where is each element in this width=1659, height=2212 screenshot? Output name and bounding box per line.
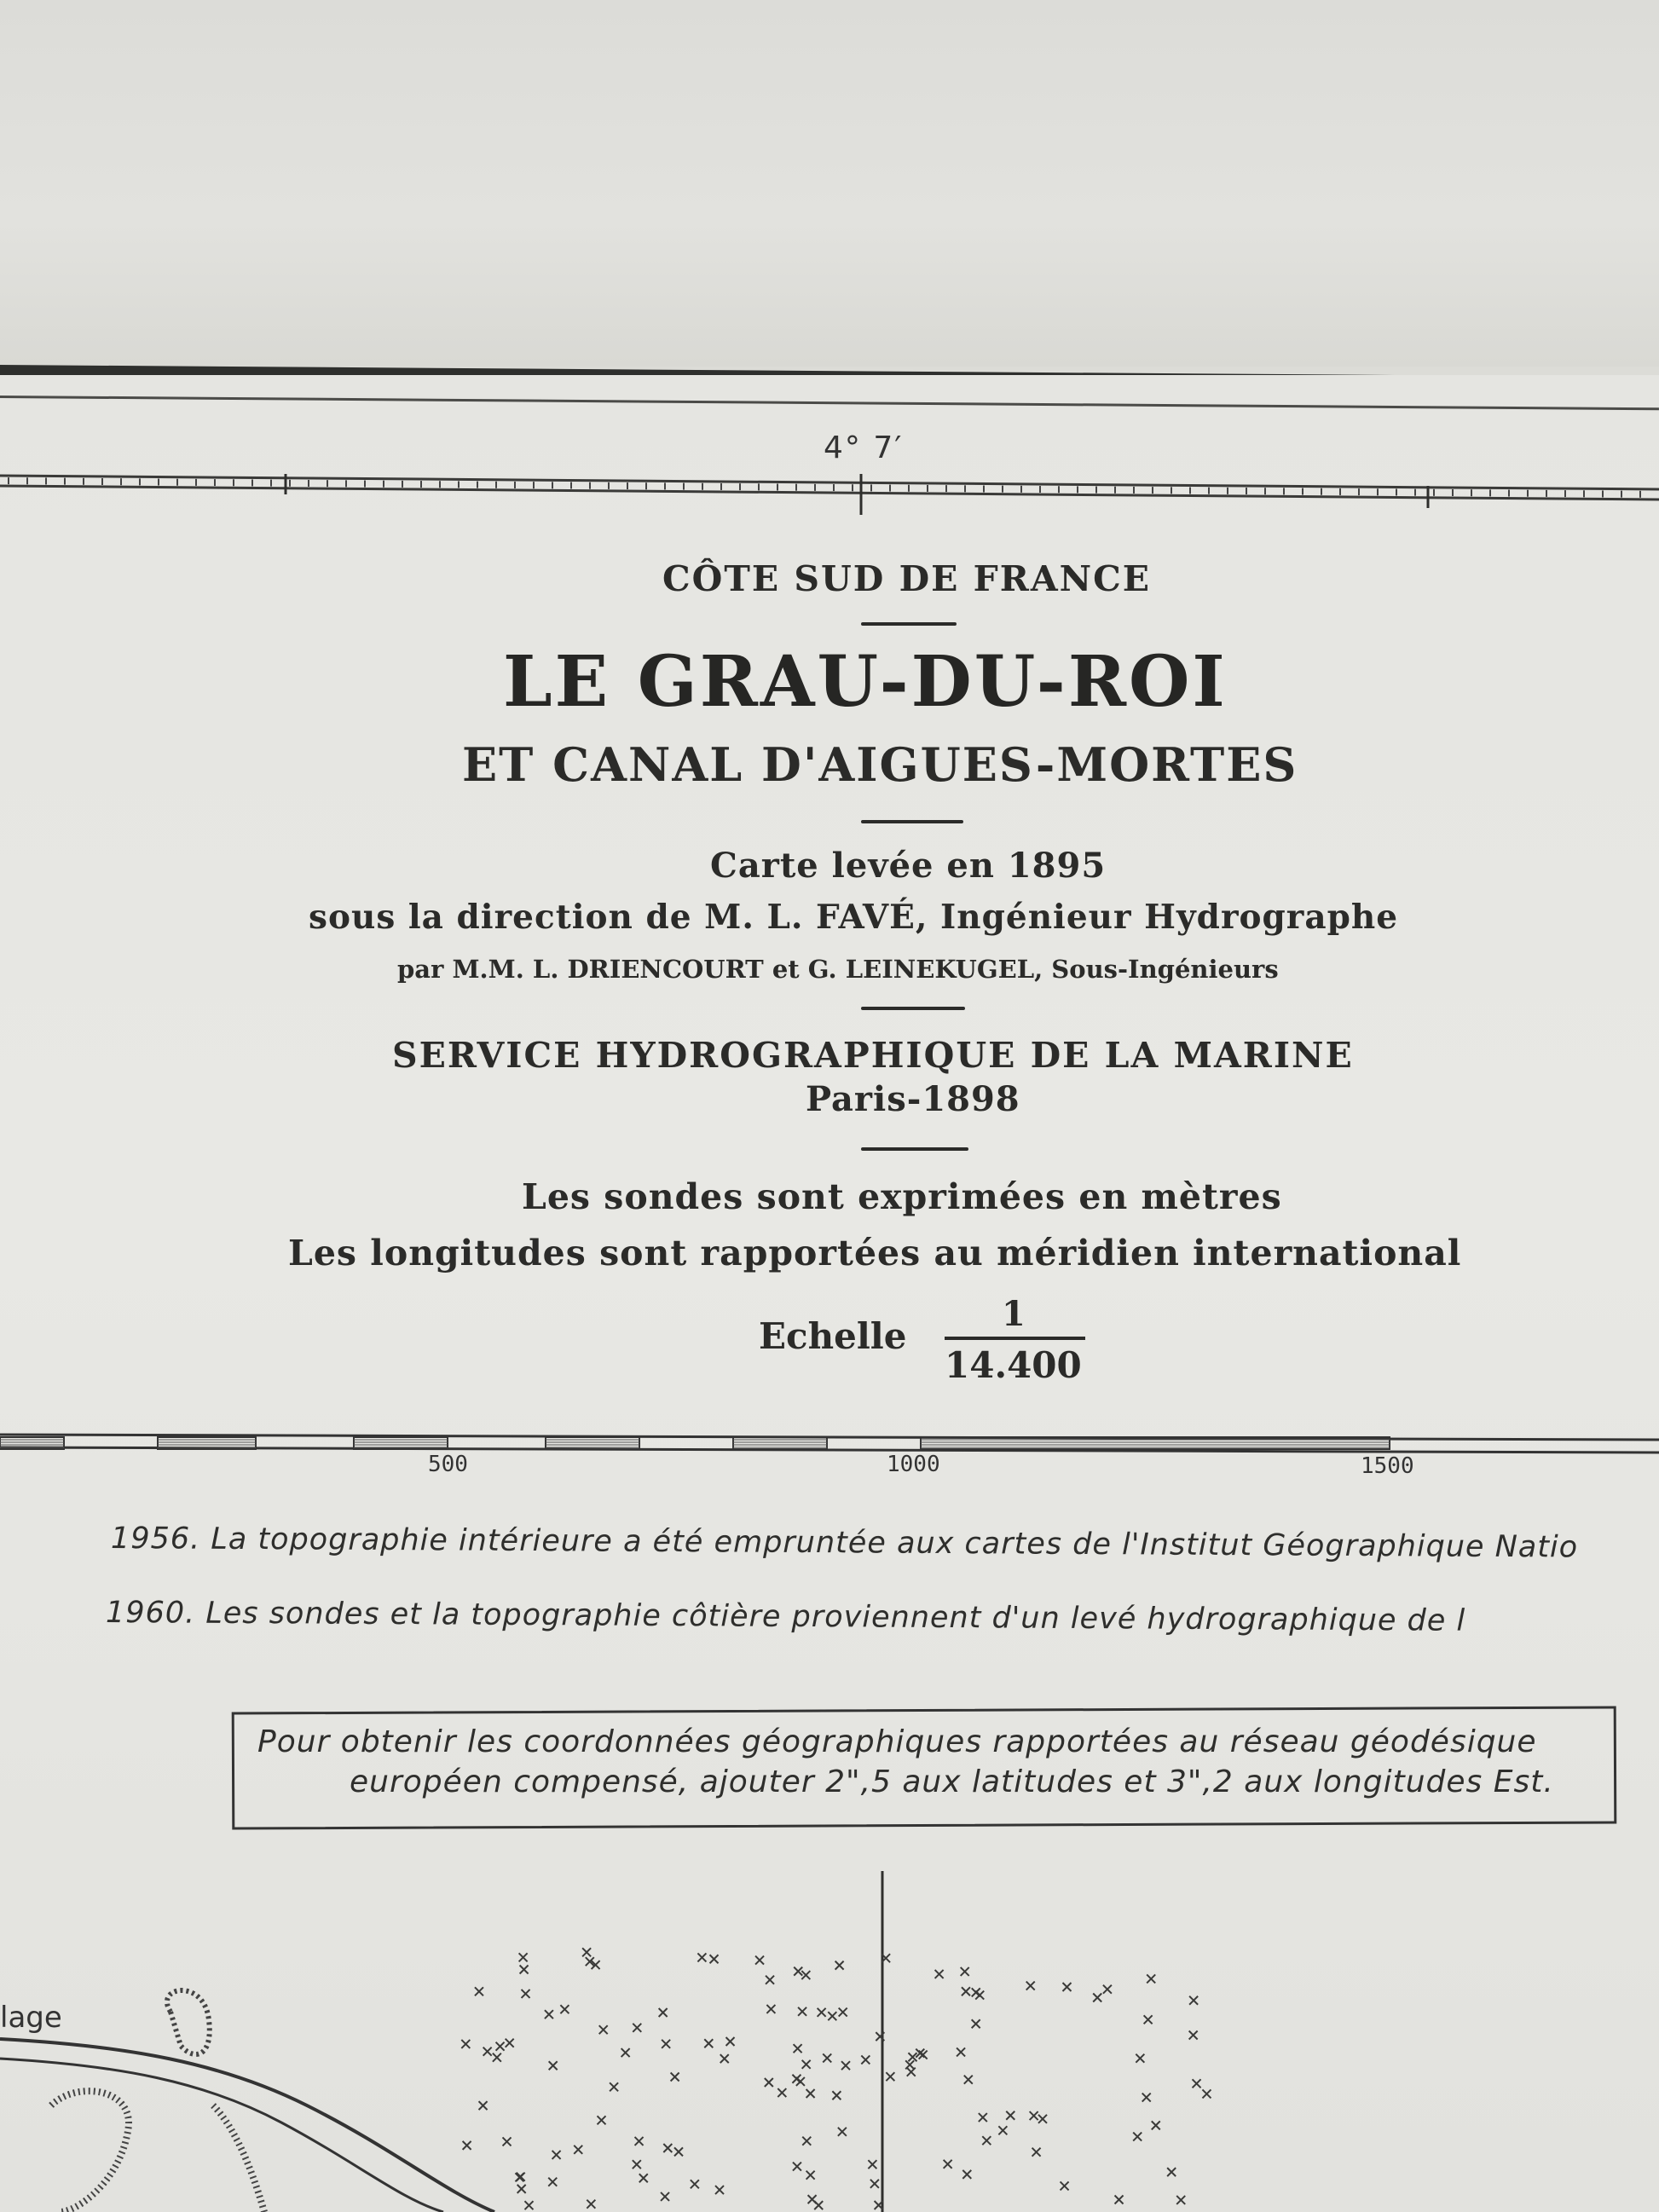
direction-line: sous la direction de M. L. FAVÉ, Ingénieur Hydrographe (309, 898, 1399, 937)
marsh-symbol (755, 1956, 764, 1965)
marsh-symbol (463, 2141, 471, 2150)
longitude-label: 4° 7′ (824, 430, 904, 465)
marsh-symbol (519, 1953, 528, 1961)
marsh-symbol (961, 1967, 969, 1976)
longitude-graduation-bar (0, 474, 1659, 515)
publisher-place-year: Paris-1898 (806, 1079, 1020, 1119)
marsh-symbol (633, 2160, 641, 2169)
scale-numerator: 1 (1002, 1294, 1026, 1334)
marsh-symbol (524, 2201, 533, 2209)
marsh-symbol (545, 2010, 553, 2019)
marsh-symbol (998, 2126, 1007, 2134)
marsh-symbol (548, 2178, 557, 2186)
marsh-symbol (1142, 2094, 1151, 2102)
marsh-symbol (935, 1970, 944, 1978)
marsh-symbol (599, 2025, 608, 2034)
marsh-symbol (671, 2072, 679, 2081)
place-label: lage (0, 2001, 62, 2035)
surveyors-line: par M.M. L. DRIENCOURT et G. LEINEKUGEL, Sous-Ingénieurs (397, 955, 1279, 984)
marsh-symbol (814, 2201, 823, 2209)
marsh-symbol (1193, 2079, 1201, 2088)
marsh-symbol (715, 2186, 724, 2194)
marsh-symbol (1189, 2030, 1198, 2039)
marsh-symbol (798, 2007, 806, 2016)
marsh-symbol (697, 1953, 706, 1961)
marsh-symbol (1136, 2054, 1144, 2063)
marsh-symbol (704, 2039, 713, 2047)
scale-denominator: 14.400 (945, 1344, 1082, 1386)
marsh-symbol (802, 2137, 811, 2146)
marsh-symbol (1038, 2115, 1047, 2123)
marsh-symbol (552, 2151, 561, 2159)
note-1956: 1956. La topographie intérieure a été empruntée aux cartes de l'Institut Géographique Natio (110, 1522, 1579, 1565)
marsh-symbol (801, 1971, 810, 1979)
marsh-symbol (835, 1961, 844, 1970)
marsh-symbol (674, 2147, 683, 2156)
marsh-symbol (1032, 2148, 1041, 2157)
marsh-symbol (972, 2019, 980, 2028)
marsh-symbol (957, 2047, 965, 2056)
marsh-symbol (475, 1987, 483, 1995)
marsh-symbol (919, 2051, 928, 2059)
separator-rule (861, 1147, 968, 1151)
marsh-symbol (794, 1967, 802, 1976)
marsh-symbol (841, 2061, 850, 2070)
marsh-symbol (659, 2008, 668, 2017)
region-title: CÔTE SUD DE FRANCE (662, 558, 1152, 599)
marsh-symbol (582, 1948, 591, 1956)
marsh-symbol (461, 2040, 470, 2048)
dune-outline (167, 1990, 210, 2054)
scale-tick-label: 500 (428, 1452, 468, 1477)
marsh-symbol (838, 2128, 847, 2136)
scale-label: Echelle (759, 1315, 907, 1357)
marsh-symbol (496, 2042, 505, 2051)
datum-note-line-2: européen compensé, ajouter 2",5 aux latitudes et 3",2 aux longitudes Est. (350, 1764, 1554, 1799)
marsh-symbol (639, 2174, 648, 2182)
scale-fraction-bar (945, 1337, 1085, 1340)
marsh-symbol (503, 2137, 512, 2146)
marsh-symbol (766, 1976, 774, 1984)
soundings-note: Les sondes sont exprimées en mètres (522, 1176, 1282, 1217)
marsh-symbol (621, 2048, 630, 2057)
marsh-symbol (818, 2008, 826, 2017)
separator-rule (861, 622, 957, 626)
marsh-symbol (839, 2008, 847, 2017)
marsh-symbol (777, 2088, 786, 2097)
marsh-symbol (806, 2089, 815, 2098)
marsh-symbol (610, 2082, 618, 2091)
marsh-symbol (1006, 2111, 1014, 2120)
marsh-symbol (506, 2039, 514, 2047)
marsh-symbol (1030, 2111, 1038, 2120)
marsh-symbol (1152, 2121, 1160, 2129)
marsh-symbol (560, 2005, 569, 2013)
marsh-symbol (823, 2053, 831, 2062)
marsh-symbol (1026, 1982, 1035, 1990)
survey-line: Carte levée en 1895 (710, 846, 1107, 886)
marsh-symbol (982, 2136, 991, 2145)
separator-rule (861, 1007, 965, 1010)
marsh-symbol (793, 2163, 801, 2171)
marsh-symbol (1189, 1996, 1198, 2005)
marsh-symbol (794, 2044, 802, 2053)
publisher: SERVICE HYDROGRAPHIQUE DE LA MARINE (392, 1035, 1354, 1076)
marsh-symbol (806, 2171, 815, 2180)
marsh-symbol (663, 2144, 672, 2152)
chart-subtitle: ET CANAL D'AIGUES-MORTES (462, 737, 1298, 792)
marsh-symbol (479, 2101, 488, 2110)
marsh-symbol (1062, 1983, 1071, 1991)
marsh-symbol (1093, 1994, 1101, 2002)
scale-tick-label: 1500 (1361, 1453, 1414, 1479)
separator-rule (861, 820, 963, 823)
marsh-symbol (1167, 2168, 1176, 2176)
marsh-symbol (907, 2068, 916, 2076)
marsh-symbol (975, 1991, 984, 2000)
map-fragment (0, 1871, 1211, 2212)
marsh-symbol (726, 2037, 735, 2046)
marsh-symbol (861, 2055, 870, 2064)
marsh-symbol (1176, 2196, 1185, 2204)
marsh-symbol (522, 1990, 530, 1998)
marsh-symbol (517, 2185, 526, 2193)
marsh-symbol (1061, 2181, 1069, 2190)
marsh-symbol (944, 2160, 952, 2169)
marsh-symbol (1103, 1985, 1112, 1994)
marsh-symbol (792, 2075, 801, 2083)
scale-tick-label: 1000 (887, 1452, 940, 1477)
marsh-symbol (1133, 2133, 1142, 2141)
marsh-symbol (515, 2173, 523, 2181)
marsh-symbol (1147, 1974, 1155, 1983)
marsh-symbol (662, 2040, 670, 2048)
marsh-symbol (493, 2053, 501, 2062)
marsh-symbol (587, 2200, 595, 2209)
marsh-symbol (520, 1966, 529, 1974)
marsh-symbol (802, 2060, 811, 2069)
marsh-symbol (870, 2180, 879, 2188)
marsh-symbol (832, 2091, 841, 2099)
note-1960: 1960. Les sondes et la topographie côtière proviennent d'un levé hydrographique de l (105, 1596, 1466, 1638)
marsh-symbol (720, 2054, 729, 2063)
longitudes-note: Les longitudes sont rapportées au méridien international (288, 1233, 1462, 1273)
marsh-symbol (886, 2072, 894, 2081)
marsh-symbol (964, 2076, 973, 2084)
marsh-symbol (549, 2061, 558, 2070)
marsh-symbol (691, 2180, 699, 2188)
marsh-symbol (1202, 2089, 1211, 2098)
marsh-symbol (598, 2116, 606, 2124)
marsh-symbol (635, 2137, 644, 2146)
datum-note-line-1: Pour obtenir les coordonnées géographiques rapportées au réseau géodésique (257, 1724, 1537, 1759)
chart-title: LE GRAU-DU-ROI (503, 641, 1228, 723)
marsh-symbol (766, 2005, 775, 2013)
marsh-symbol (962, 2170, 971, 2179)
marsh-symbol (661, 2192, 669, 2201)
marsh-symbol (962, 1987, 970, 1995)
marsh-symbol (979, 2113, 987, 2122)
marsh-symbol (710, 1955, 719, 1963)
marsh-symbol (483, 2047, 492, 2056)
marsh-symbol (574, 2146, 582, 2154)
marsh-symbol (868, 2160, 876, 2169)
marsh-symbol (1144, 2015, 1153, 2024)
metric-scale-bar (0, 1435, 1659, 1453)
marsh-symbol (828, 2012, 836, 2020)
marsh-symbol (633, 2024, 641, 2032)
marsh-symbol (1115, 2196, 1124, 2204)
marsh-symbol (765, 2078, 773, 2087)
